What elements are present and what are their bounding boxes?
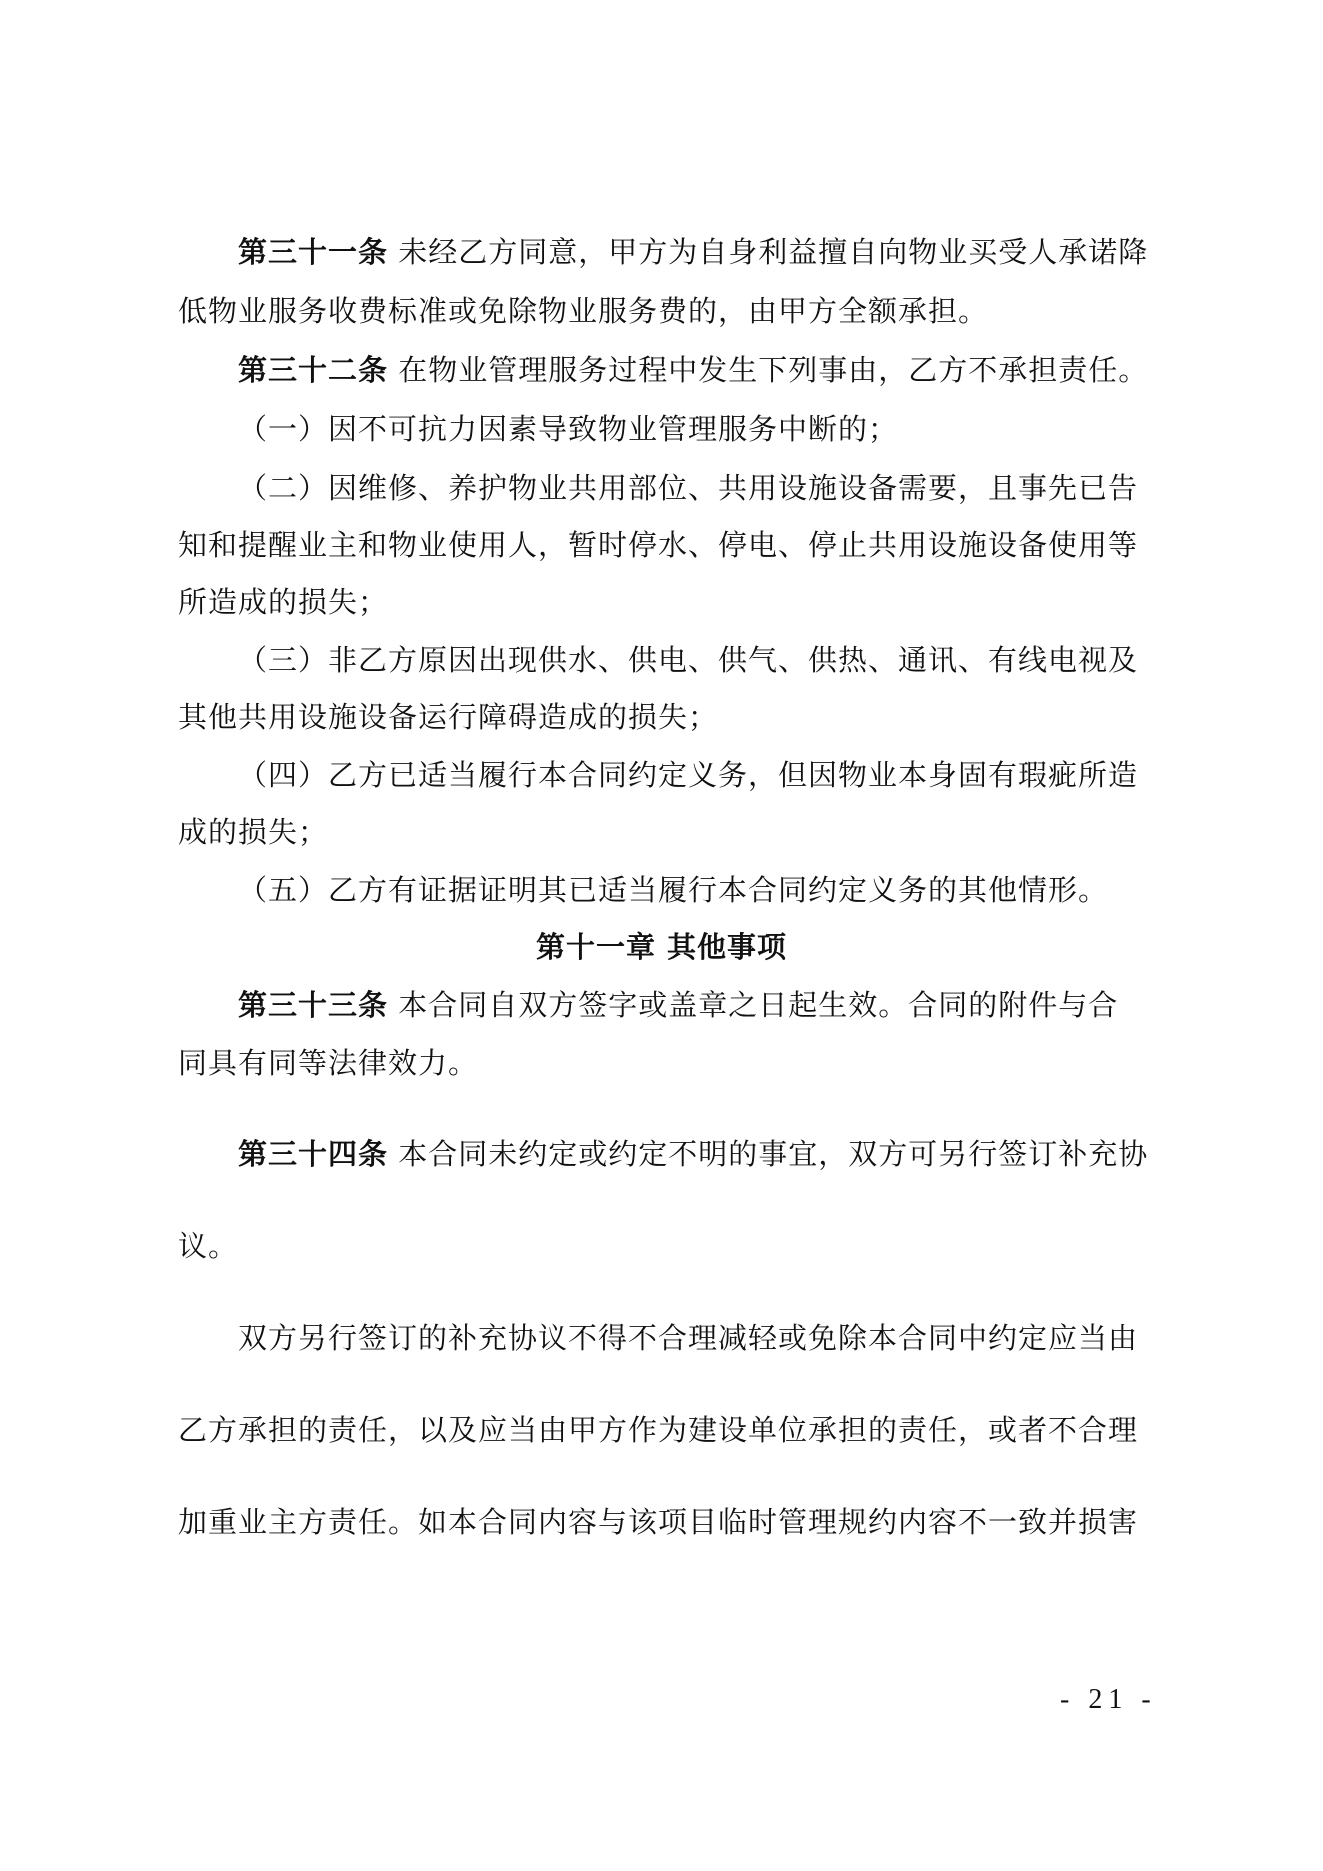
article-33-line-2: 同具有同等法律效力。 xyxy=(178,1046,479,1080)
article-34-line-2: 议。 xyxy=(178,1229,239,1263)
chapter-11-heading: 第十一章 其他事项 xyxy=(535,930,788,964)
article-31-line-2: 低物业服务收费标准或免除物业服务费的，由甲方全额承担。 xyxy=(178,294,989,328)
article-31-line-1 xyxy=(238,232,1158,272)
article-33-text-1: 本合同自双方签字或盖章之日起生效。合同的附件与合 xyxy=(398,988,1119,1022)
article-33-label: 第三十三条 xyxy=(238,988,389,1022)
supplement-paragraph-line-2: 乙方承担的责任，以及应当由甲方作为建设单位承担的责任，或者不合理 xyxy=(178,1413,1139,1447)
supplement-paragraph-line-1: 双方另行签订的补充协议不得不合理减轻或免除本合同中约定应当由 xyxy=(238,1321,1139,1355)
page-number: - 21 - xyxy=(1060,1684,1157,1715)
article-32-item-2-line-2: 知和提醒业主和物业使用人，暂时停水、停电、停止共用设施设备使用等 xyxy=(178,528,1139,562)
article-32-text-1: 在物业管理服务过程中发生下列事由，乙方不承担责任。 xyxy=(398,353,1149,387)
article-33-line-1 xyxy=(238,985,1158,1025)
article-32-item-1: （一）因不可抗力因素导致物业管理服务中断的； xyxy=(238,412,899,446)
article-32-item-4-line-1: （四）乙方已适当履行本合同约定义务，但因物业本身固有瑕疵所造 xyxy=(238,758,1139,792)
article-31-text-1: 未经乙方同意，甲方为自身利益擅自向物业买受人承诺降 xyxy=(398,235,1149,269)
article-34-label: 第三十四条 xyxy=(238,1137,389,1171)
article-32-line-1 xyxy=(238,350,1158,390)
article-32-item-2-line-1: （二）因维修、养护物业共用部位、共用设施设备需要，且事先已告 xyxy=(238,471,1139,505)
article-32-item-4-line-2: 成的损失； xyxy=(178,815,329,849)
article-32-label: 第三十二条 xyxy=(238,353,389,387)
article-34-line-1 xyxy=(238,1134,1158,1174)
article-32-item-3-line-2: 其他共用设施设备运行障碍造成的损失； xyxy=(178,700,719,734)
article-32-item-3-line-1: （三）非乙方原因出现供水、供电、供气、供热、通讯、有线电视及 xyxy=(238,643,1139,677)
supplement-paragraph-line-3: 加重业主方责任。如本合同内容与该项目临时管理规约内容不一致并损害 xyxy=(178,1505,1139,1539)
article-32-item-5: （五）乙方有证据证明其已适当履行本合同约定义务的其他情形。 xyxy=(238,873,1109,907)
article-32-item-2-line-3: 所造成的损失； xyxy=(178,585,389,619)
article-34-text-1: 本合同未约定或约定不明的事宜，双方可另行签订补充协 xyxy=(398,1137,1149,1171)
article-31-label: 第三十一条 xyxy=(238,235,389,269)
